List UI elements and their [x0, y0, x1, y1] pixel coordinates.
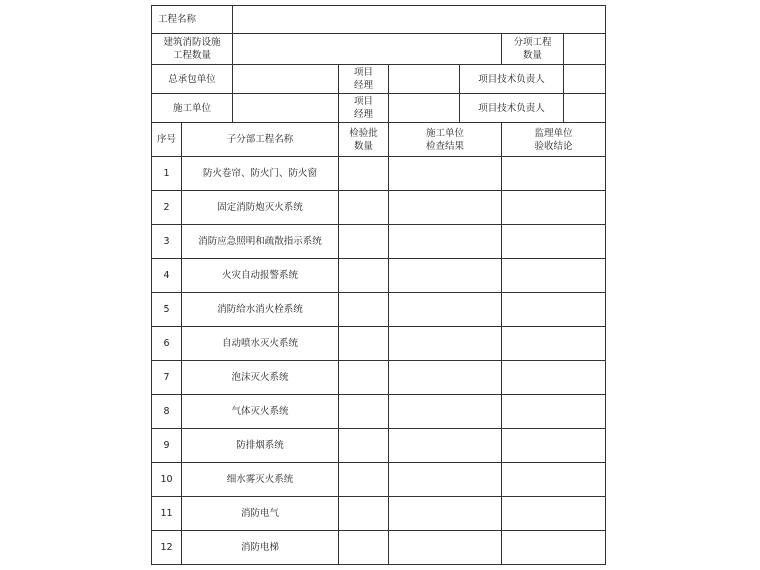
row-number: 5 — [152, 293, 182, 327]
row-check-result-field[interactable] — [389, 259, 502, 293]
row-number: 4 — [152, 259, 182, 293]
project-name-field[interactable] — [233, 6, 606, 34]
table-row — [152, 361, 606, 395]
tech-lead-field-2[interactable] — [564, 94, 606, 123]
facility-quantity-label-line2: 工程数量 — [173, 50, 212, 61]
row-acceptance-field[interactable] — [502, 531, 606, 565]
row-number: 9 — [152, 429, 182, 463]
row-check-result-field[interactable] — [389, 497, 502, 531]
column-header-batch-qty — [339, 123, 389, 157]
row-subproject-name: 消防给水消火栓系统 — [182, 293, 339, 327]
row-check-result-field[interactable] — [389, 463, 502, 497]
row-batch-qty-field[interactable] — [339, 531, 389, 565]
row-batch-qty-field[interactable] — [339, 293, 389, 327]
row-number: 8 — [152, 395, 182, 429]
construction-unit-label: 施工单位 — [152, 94, 233, 123]
column-header-accept-line1: 监理单位 — [534, 127, 573, 139]
row-check-result-field[interactable] — [389, 293, 502, 327]
column-header-check-result — [389, 123, 502, 157]
general-contractor-label: 总承包单位 — [152, 65, 233, 94]
subitem-quantity-label-line1: 分项工程 — [513, 37, 552, 48]
facility-quantity-field[interactable] — [233, 34, 502, 65]
tech-lead-label-2: 项目技术负责人 — [460, 94, 564, 123]
row-subproject-name: 自动喷水灭火系统 — [182, 327, 339, 361]
row-acceptance-field[interactable] — [502, 327, 606, 361]
item-rows — [152, 157, 606, 565]
column-header-subproject: 子分部工程名称 — [182, 123, 339, 157]
row-subproject-name: 防火卷帘、防火门、防火窗 — [182, 157, 339, 191]
row-acceptance-field[interactable] — [502, 225, 606, 259]
row-batch-qty-field[interactable] — [339, 429, 389, 463]
table-row — [152, 327, 606, 361]
table-row — [152, 191, 606, 225]
facility-quantity-label — [152, 34, 233, 65]
row-batch-qty-field[interactable] — [339, 497, 389, 531]
row-batch-qty-field[interactable] — [339, 225, 389, 259]
project-manager-label-2-line2: 经理 — [354, 109, 374, 120]
general-contractor-row — [152, 65, 606, 94]
row-batch-qty-field[interactable] — [339, 463, 389, 497]
row-subproject-name: 消防电气 — [182, 497, 339, 531]
table-row — [152, 225, 606, 259]
row-batch-qty-field[interactable] — [339, 191, 389, 225]
row-acceptance-field[interactable] — [502, 463, 606, 497]
project-manager-label-2-line1: 项目 — [354, 96, 374, 107]
row-number: 2 — [152, 191, 182, 225]
general-contractor-field[interactable] — [233, 65, 339, 94]
row-number: 3 — [152, 225, 182, 259]
row-number: 10 — [152, 463, 182, 497]
column-header-batch-line1: 检验批 — [349, 127, 378, 139]
row-subproject-name: 防排烟系统 — [182, 429, 339, 463]
row-batch-qty-field[interactable] — [339, 395, 389, 429]
column-header-row — [152, 123, 606, 157]
row-number: 7 — [152, 361, 182, 395]
row-check-result-field[interactable] — [389, 225, 502, 259]
row-check-result-field[interactable] — [389, 157, 502, 191]
row-subproject-name: 火灾自动报警系统 — [182, 259, 339, 293]
table-row — [152, 463, 606, 497]
row-check-result-field[interactable] — [389, 531, 502, 565]
row-acceptance-field[interactable] — [502, 497, 606, 531]
column-header-check-line1: 施工单位 — [426, 127, 465, 139]
row-acceptance-field[interactable] — [502, 429, 606, 463]
row-number: 1 — [152, 157, 182, 191]
row-acceptance-field[interactable] — [502, 259, 606, 293]
row-subproject-name: 固定消防炮灭火系统 — [182, 191, 339, 225]
row-subproject-name: 细水雾灭火系统 — [182, 463, 339, 497]
row-acceptance-field[interactable] — [502, 395, 606, 429]
row-subproject-name: 气体灭火系统 — [182, 395, 339, 429]
subitem-quantity-field[interactable] — [564, 34, 606, 65]
row-number: 6 — [152, 327, 182, 361]
construction-unit-field[interactable] — [233, 94, 339, 123]
row-acceptance-field[interactable] — [502, 361, 606, 395]
row-subproject-name: 泡沫灭火系统 — [182, 361, 339, 395]
project-manager-label-line2: 经理 — [354, 80, 374, 91]
row-batch-qty-field[interactable] — [339, 259, 389, 293]
table-row — [152, 395, 606, 429]
row-batch-qty-field[interactable] — [339, 157, 389, 191]
row-number: 12 — [152, 531, 182, 565]
project-name-row — [152, 6, 606, 34]
column-header-check-line2: 检查结果 — [426, 140, 465, 152]
facility-quantity-row — [152, 34, 606, 65]
row-check-result-field[interactable] — [389, 191, 502, 225]
project-manager-field[interactable] — [389, 65, 460, 94]
table-row — [152, 157, 606, 191]
table-row — [152, 429, 606, 463]
subitem-quantity-label — [502, 34, 564, 65]
column-header-no: 序号 — [152, 123, 182, 157]
acceptance-form-table — [151, 5, 606, 565]
row-number: 11 — [152, 497, 182, 531]
column-header-accept-line2: 验收结论 — [534, 140, 573, 152]
row-subproject-name: 消防应急照明和疏散指示系统 — [182, 225, 339, 259]
row-acceptance-field[interactable] — [502, 191, 606, 225]
construction-unit-row — [152, 94, 606, 123]
row-check-result-field[interactable] — [389, 395, 502, 429]
column-header-batch-line2: 数量 — [354, 140, 374, 152]
row-acceptance-field[interactable] — [502, 157, 606, 191]
project-manager-label — [339, 65, 389, 94]
table-row — [152, 531, 606, 565]
row-check-result-field[interactable] — [389, 327, 502, 361]
facility-quantity-label-line1: 建筑消防设施 — [163, 37, 221, 48]
row-batch-qty-field[interactable] — [339, 327, 389, 361]
row-check-result-field[interactable] — [389, 429, 502, 463]
row-subproject-name: 消防电梯 — [182, 531, 339, 565]
row-batch-qty-field[interactable] — [339, 361, 389, 395]
project-manager-label-2 — [339, 94, 389, 123]
table-row — [152, 497, 606, 531]
table-row — [152, 259, 606, 293]
project-manager-label-line1: 项目 — [354, 67, 374, 78]
project-name-label: 工程名称 — [152, 6, 233, 34]
subitem-quantity-label-line2: 数量 — [523, 50, 543, 61]
table-row — [152, 293, 606, 327]
row-check-result-field[interactable] — [389, 361, 502, 395]
tech-lead-label: 项目技术负责人 — [460, 65, 564, 94]
row-acceptance-field[interactable] — [502, 293, 606, 327]
project-manager-field-2[interactable] — [389, 94, 460, 123]
tech-lead-field[interactable] — [564, 65, 606, 94]
column-header-acceptance — [502, 123, 606, 157]
